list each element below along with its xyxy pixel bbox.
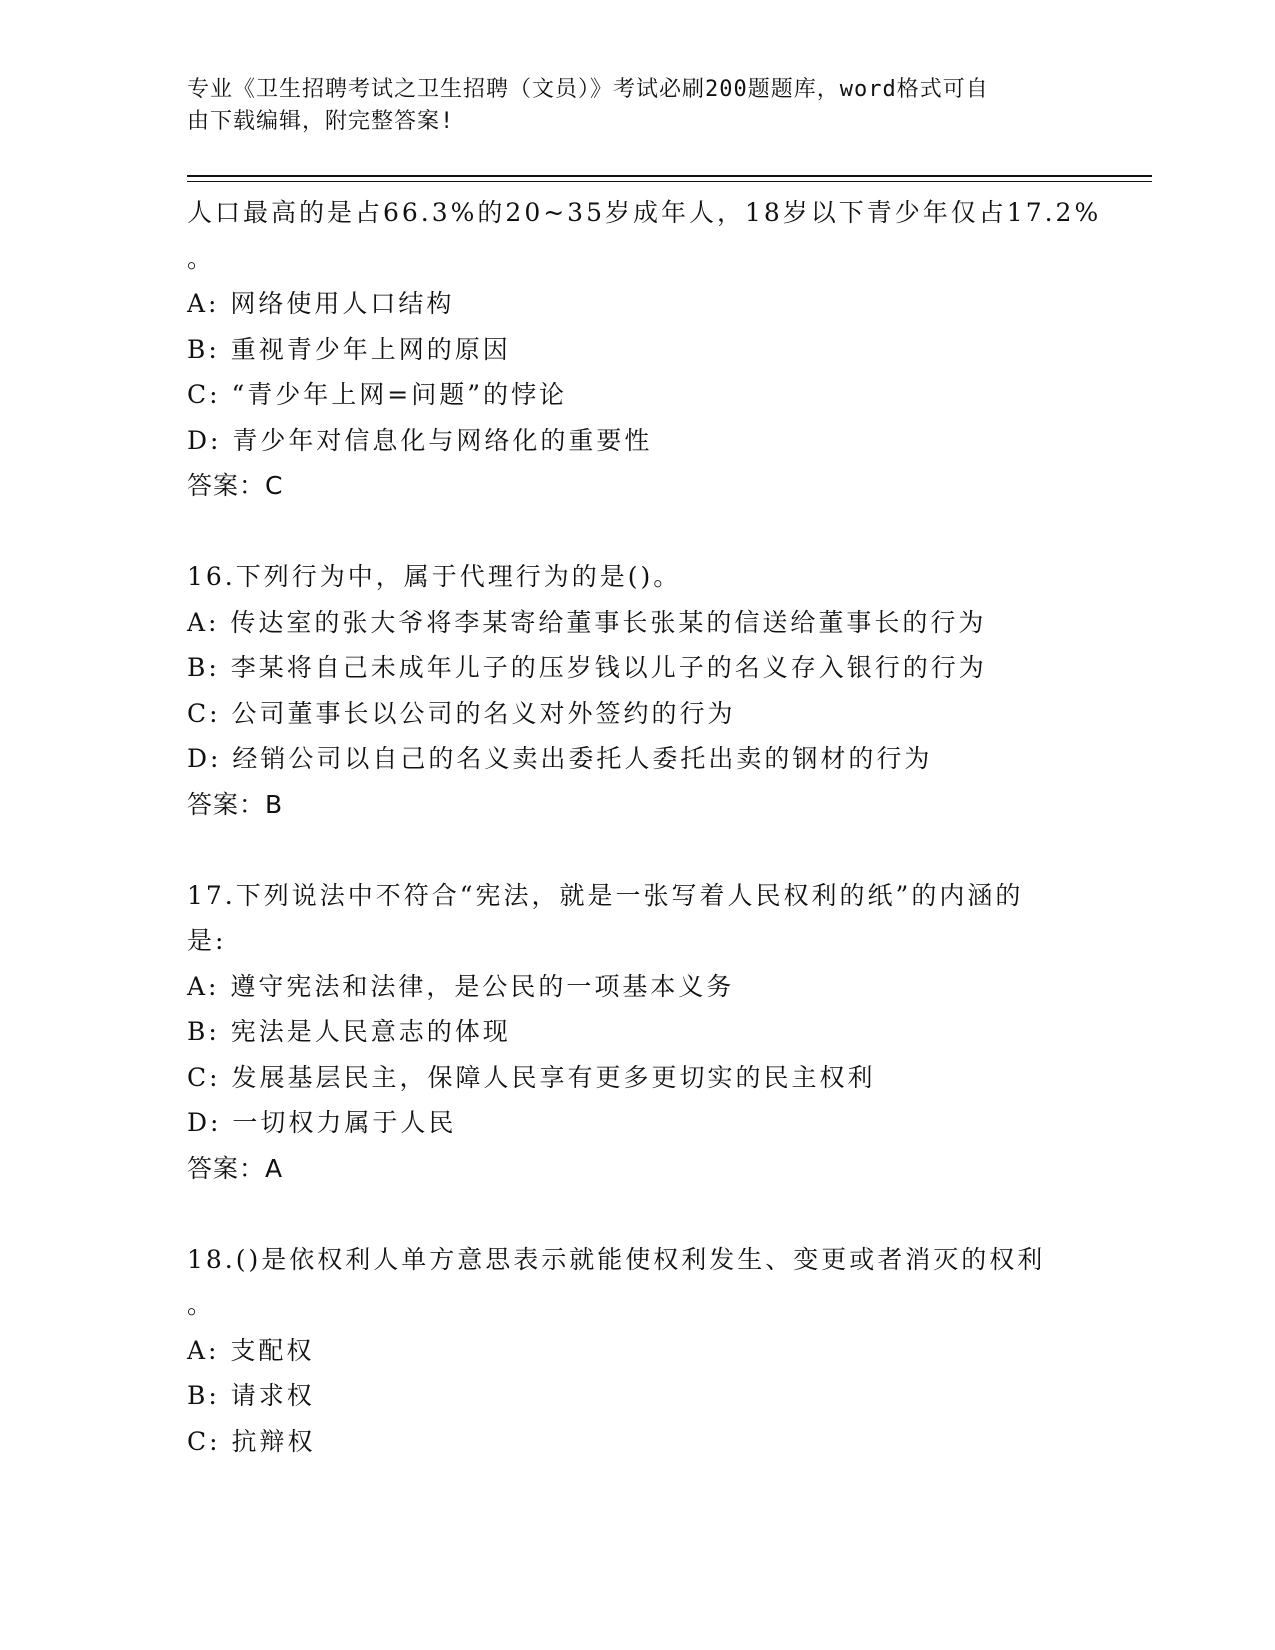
option-c: C: “青少年上网=问题”的悖论 <box>187 380 568 409</box>
option-b: B: 李某将自己未成年儿子的压岁钱以儿子的名义存入银行的行为 <box>187 653 987 682</box>
question-stem-line: 。 <box>187 243 216 273</box>
option-a: A: 网络使用人口结构 <box>187 289 455 318</box>
answer-line: 答案：C <box>187 471 284 500</box>
option-d: D: 一切权力属于人民 <box>187 1108 457 1137</box>
answer-line: 答案：B <box>187 789 284 819</box>
option-b: B: 重视青少年上网的原因 <box>187 334 511 364</box>
question-list <box>187 190 1102 1464</box>
option-d: D: 青少年对信息化与网络化的重要性 <box>187 425 653 455</box>
option-a: A: 传达室的张大爷将李某寄给董事长张某的信送给董事长的行为 <box>187 607 987 637</box>
option-a: A: 支配权 <box>187 1335 315 1365</box>
question-16 <box>187 554 1087 827</box>
question-spacer <box>187 827 1087 873</box>
option-c: C: 抗辩权 <box>187 1426 316 1456</box>
answer-line: 答案：A <box>187 1153 284 1183</box>
header-title-line-1: 专业《卫生招聘考试之卫生招聘（文员）》考试必刷200题题库，word格式可自 <box>187 77 989 102</box>
question-stem-line: 18.()是依权利人单方意思表示就能使权利发生、变更或者消灭的权利 <box>187 1244 1046 1274</box>
question-15 <box>187 190 1102 509</box>
option-c: C: 发展基层民主，保障人民享有更多更切实的民主权利 <box>187 1062 876 1092</box>
document-header <box>187 74 1067 138</box>
header-divider-thin <box>187 181 1152 182</box>
option-b: B: 宪法是人民意志的体现 <box>187 1017 511 1046</box>
question-stem-line: 是: <box>187 926 227 955</box>
option-b: B: 请求权 <box>187 1381 315 1410</box>
question-spacer <box>187 1191 1087 1237</box>
question-18 <box>187 1237 1087 1465</box>
question-stem-line: 17.下列说法中不符合“宪法，就是一张写着人民权利的纸”的内涵的 <box>187 880 1024 910</box>
question-stem-line: 16.下列行为中，属于代理行为的是()。 <box>187 562 682 591</box>
question-stem-line: 人口最高的是占66.3%的20~35岁成年人，18岁以下青少年仅占17.2% <box>187 198 1102 227</box>
option-d: D: 经销公司以自己的名义卖出委托人委托出卖的钢材的行为 <box>187 744 933 773</box>
option-a: A: 遵守宪法和法律，是公民的一项基本义务 <box>187 971 735 1001</box>
option-c: C: 公司董事长以公司的名义对外签约的行为 <box>187 698 736 728</box>
question-17 <box>187 873 1087 1192</box>
header-divider-thick <box>187 175 1152 177</box>
question-spacer <box>187 509 1087 555</box>
header-title-line-2: 由下载编辑，附完整答案! <box>187 109 455 134</box>
question-stem-line: 。 <box>187 1290 216 1319</box>
